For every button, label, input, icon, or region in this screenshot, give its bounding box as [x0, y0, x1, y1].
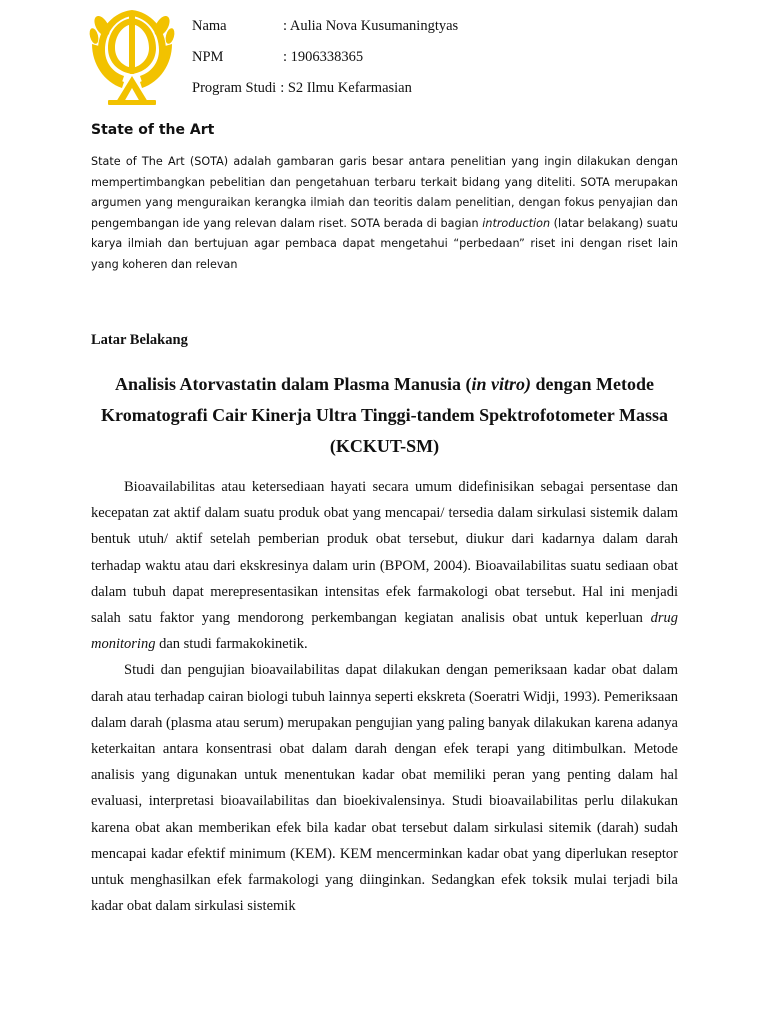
program-row	[192, 76, 458, 107]
sota-paragraph	[91, 152, 678, 275]
title-part-2: dengan Metode Kromatografi Cair Kinerja Ultra Tinggi-tandem Spektrofotometer Massa (KCKUT-SM)	[101, 374, 668, 456]
p1-text-2: dan studi farmakokinetik.	[155, 636, 308, 653]
program-value: : S2 Ilmu Kefarmasian	[280, 80, 412, 96]
npm-row	[192, 45, 458, 76]
sota-heading: State of the Art	[91, 122, 215, 138]
name-label: Nama	[192, 18, 227, 34]
latar-belakang-heading: Latar Belakang	[91, 332, 188, 348]
title-em: in vitro)	[471, 374, 532, 394]
p1-text-1: Bioavailabilitas atau ketersediaan hayati secara umum didefinisikan sebagai persentase dan kecepatan zat aktif dalam suatu produk obat yang mencapai/ tersedia dalam sirkulasi sistemik dalam bentuk utuh/ aktif setelah pemberian produk obat tersebut, diukur dari kadarnya dalam darah terhadap waktu atau dari ekskresinya dalam urin (BPOM, 2004). Bioavailabilitas suatu sediaan obat dalam tubuh dapat merepresentasikan intensitas efek farmakologi obat tersebut. Hal ini menjadi salah satu faktor yang mendorong perkembangan kegiatan analisis obat untuk keperluan	[91, 479, 678, 627]
sota-text-1: State of The Art (SOTA) adalah gambaran garis besar antara penelitian yang ingin dilakukan dengan mempertimbangkan pebelitian dan pengetahuan terbaru terkait bidang yang diteliti. SOTA merupakan argumen yang menguraikan kerangka ilmiah dan teoritis dalam penelitian, dengan fokus penyajian dan pengembangan ide yang relevan dalam riset. SOTA berada di bagian	[91, 155, 678, 230]
paragraph-1	[91, 474, 678, 657]
program-label: Program Studi	[192, 80, 277, 96]
research-title	[91, 369, 678, 462]
identity-header	[192, 14, 458, 107]
paragraph-2: Studi dan pengujian bioavailabilitas dapat dilakukan dengan pemeriksaan kadar obat dalam darah atau terhadap cairan biologi tubuh lainnya seperti ekskreta (Soeratri Widji, 1993). Pemeriksaan dalam darah (plasma atau serum) merupakan pengujian yang paling banyak dilakukan karena adanya keterkaitan antara konsentrasi obat dalam darah dengan efek terapi yang ditimbulkan. Metode analisis yang digunakan untuk menentukan kadar obat memiliki peran yang penting dalam hal evaluasi, interpretasi bioavailabilitas dan bioekivalensinya. Studi bioavailabilitas perlu dilakukan karena obat akan memberikan efek bila kadar obat tersebut dalam sirkulasi sitemik (darah) sudah mencapai kadar efektif minimum (KEM). KEM mencerminkan kadar obat yang diperlukan reseptor untuk menghasilkan efek farmakologi yang diinginkan. Sedangkan efek toksik mulai terjadi bila kadar obat dalam sirkulasi sistemik	[91, 662, 679, 915]
p1-text-em: drug monitoring	[91, 610, 678, 653]
npm-value: : 1906338365	[283, 49, 364, 65]
body-text	[91, 474, 678, 919]
title-part-1: Analisis Atorvastatin dalam Plasma Manusia (	[114, 374, 472, 394]
name-row	[192, 14, 458, 45]
name-value: : Aulia Nova Kusumaningtyas	[283, 18, 459, 34]
npm-label: NPM	[192, 49, 224, 65]
university-logo-icon	[88, 6, 176, 106]
sota-text-2: (latar belakang) suatu karya ilmiah dan bertujuan agar pembaca dapat mengetahui “perbedaan” riset ini dengan riset lain yang koheren dan relevan	[91, 216, 678, 271]
sota-text-em: introduction	[482, 216, 551, 230]
